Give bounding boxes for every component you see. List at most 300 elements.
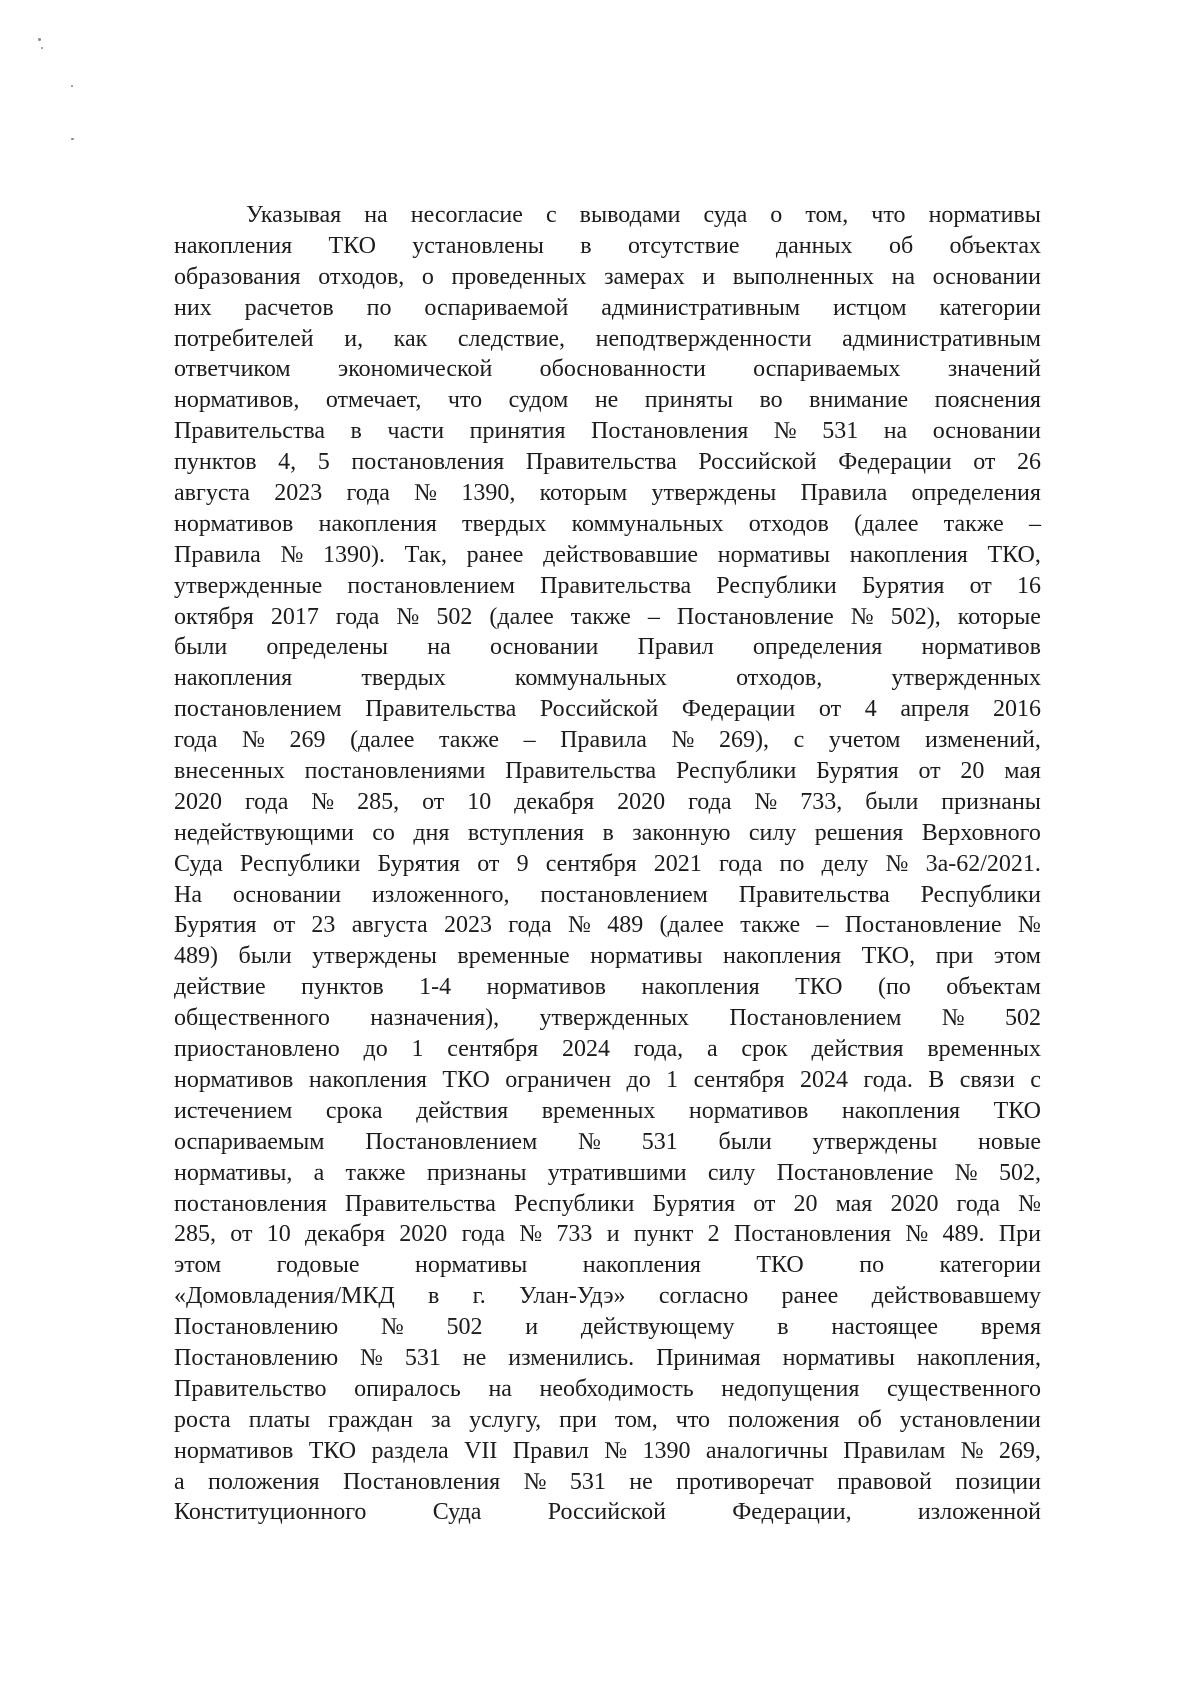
word: Правительства bbox=[365, 696, 517, 723]
word: также bbox=[943, 510, 1004, 537]
word: Российской bbox=[547, 1499, 666, 1526]
word: 531 bbox=[569, 1468, 606, 1495]
word: о bbox=[770, 202, 783, 228]
word: определения bbox=[752, 634, 883, 661]
text-line bbox=[174, 725, 1041, 756]
word: которые bbox=[957, 603, 1041, 630]
word: до bbox=[626, 1066, 651, 1093]
word: 4 bbox=[864, 696, 877, 723]
word: Правительства bbox=[174, 418, 326, 445]
word: ТКО, bbox=[987, 541, 1041, 568]
word: также bbox=[345, 1159, 406, 1186]
word: основании bbox=[232, 881, 342, 908]
word: 9 bbox=[516, 850, 529, 877]
word: Правил bbox=[512, 1437, 589, 1464]
word: общественного bbox=[174, 1005, 330, 1032]
word: утратившими bbox=[547, 1159, 687, 1186]
word: не bbox=[594, 387, 619, 414]
word: твердых bbox=[361, 665, 446, 692]
word: мая bbox=[835, 1190, 873, 1217]
word: признаны bbox=[941, 788, 1041, 815]
word: за bbox=[430, 1406, 452, 1433]
word: Постановление bbox=[676, 603, 834, 630]
word: Правительства bbox=[738, 881, 890, 908]
word: 489 bbox=[607, 912, 644, 939]
word: накопления bbox=[308, 1066, 427, 1093]
word: правовой bbox=[837, 1468, 932, 1495]
word: 10 bbox=[467, 788, 492, 815]
word: мая bbox=[1004, 758, 1041, 785]
text-line bbox=[174, 1065, 1041, 1096]
word: как bbox=[393, 325, 428, 352]
word: от bbox=[230, 1221, 253, 1248]
word: при bbox=[559, 1406, 597, 1433]
word: действовавшие bbox=[543, 541, 699, 568]
word: нормативов bbox=[174, 1066, 294, 1093]
word: сентября bbox=[693, 1066, 785, 1093]
word: нормативы bbox=[928, 202, 1041, 228]
word: VII bbox=[464, 1437, 498, 1464]
word: № bbox=[380, 1314, 404, 1341]
word: действие bbox=[174, 974, 266, 1001]
word: во bbox=[759, 387, 783, 414]
word: № bbox=[954, 1159, 978, 1186]
word: № bbox=[280, 541, 304, 568]
word: (далее bbox=[489, 603, 554, 630]
word: 2024 bbox=[799, 1066, 848, 1093]
word: пунктов bbox=[301, 974, 384, 1001]
text-line bbox=[174, 1034, 1041, 1065]
word: 502), bbox=[890, 603, 941, 630]
word: Указывая bbox=[246, 202, 342, 228]
word: об bbox=[857, 1406, 882, 1433]
word: 2023 bbox=[274, 480, 323, 507]
word: обоснованности bbox=[539, 356, 706, 383]
word: замерах bbox=[604, 263, 685, 290]
text-line bbox=[174, 756, 1041, 787]
word: принятия bbox=[469, 418, 566, 445]
word: Бурятия bbox=[861, 572, 945, 599]
word: годовые bbox=[276, 1252, 360, 1279]
word: сентября bbox=[447, 1036, 539, 1063]
word: делу bbox=[821, 850, 869, 877]
word: 269 bbox=[289, 727, 326, 754]
word: данных bbox=[775, 232, 853, 259]
word: недействующими bbox=[174, 819, 354, 846]
word: № bbox=[1017, 912, 1041, 939]
word: действия bbox=[416, 1097, 509, 1124]
word: постановления bbox=[174, 1190, 327, 1217]
text-line bbox=[174, 972, 1041, 1003]
word: том, bbox=[805, 202, 849, 228]
word: противоречат bbox=[676, 1468, 814, 1495]
word: пунктов bbox=[174, 449, 257, 476]
word: действовавшему bbox=[871, 1283, 1041, 1310]
word: утверждены bbox=[651, 480, 777, 507]
word: накопления, bbox=[916, 1344, 1041, 1371]
text-line bbox=[174, 324, 1041, 355]
word: платы bbox=[248, 1406, 311, 1433]
word: неподтвержденности bbox=[595, 325, 812, 352]
word: 502 bbox=[436, 603, 473, 630]
word: от bbox=[973, 449, 996, 476]
word: изменений, bbox=[925, 727, 1041, 754]
word: № bbox=[242, 727, 265, 754]
word: 2020 bbox=[174, 788, 222, 815]
word: Правилам bbox=[843, 1437, 946, 1464]
word: 5 bbox=[317, 449, 330, 476]
word: (по bbox=[877, 974, 911, 1001]
word: 20 bbox=[793, 1190, 818, 1217]
word: на bbox=[891, 263, 916, 290]
word: не bbox=[462, 1344, 487, 1371]
word: ТКО bbox=[756, 1252, 804, 1279]
word: несогласие bbox=[410, 202, 523, 228]
word: нормативов bbox=[174, 510, 294, 537]
word: Постановлению bbox=[174, 1344, 339, 1371]
text-line bbox=[174, 385, 1041, 416]
word: Республики bbox=[239, 850, 361, 877]
word: нормативы, bbox=[174, 1159, 293, 1186]
word: 502, bbox=[998, 1159, 1041, 1186]
word: о bbox=[421, 263, 434, 290]
text-line bbox=[174, 447, 1041, 478]
word: в bbox=[350, 418, 362, 445]
word: года bbox=[335, 603, 380, 630]
word: постановлением bbox=[540, 881, 708, 908]
word: также bbox=[740, 912, 801, 939]
word: – bbox=[523, 727, 536, 754]
word: признаны bbox=[426, 1159, 527, 1186]
word: 10 bbox=[266, 1221, 291, 1248]
scan-speck bbox=[38, 38, 41, 41]
word: Федерации bbox=[681, 696, 796, 723]
text-line bbox=[174, 632, 1041, 663]
word: нормативов, bbox=[174, 387, 300, 414]
word: Правила bbox=[800, 480, 888, 507]
word: по bbox=[859, 1252, 885, 1279]
word: дня bbox=[413, 819, 450, 846]
word: основании bbox=[490, 634, 599, 661]
word: части bbox=[387, 418, 445, 445]
word: образования bbox=[174, 263, 301, 290]
word: установлены bbox=[412, 232, 544, 259]
word: утвержденные bbox=[174, 572, 323, 599]
word: ТКО bbox=[442, 1066, 490, 1093]
text-line bbox=[174, 1497, 1041, 1528]
word: Постановлением bbox=[365, 1128, 538, 1155]
word: 2020 bbox=[617, 788, 666, 815]
word: нормативы bbox=[414, 1252, 528, 1279]
word: Улан-Удэ» bbox=[519, 1283, 626, 1310]
word: связи bbox=[959, 1066, 1015, 1093]
word: временных bbox=[927, 1036, 1041, 1063]
word: силу bbox=[707, 1159, 756, 1186]
word: от bbox=[969, 572, 992, 599]
scan-speck bbox=[71, 138, 74, 140]
word: № bbox=[567, 912, 591, 939]
text-line bbox=[174, 1374, 1041, 1405]
word: основании bbox=[932, 418, 1041, 445]
word: года bbox=[346, 480, 390, 507]
word: Республики bbox=[514, 1190, 635, 1217]
word: и bbox=[702, 263, 716, 290]
word: № bbox=[519, 1221, 543, 1248]
word: изменились. bbox=[508, 1344, 635, 1371]
text-line bbox=[174, 293, 1041, 324]
word: значений bbox=[947, 356, 1041, 383]
word: в bbox=[580, 232, 592, 259]
word: 23 bbox=[311, 912, 336, 939]
text-line bbox=[174, 416, 1041, 447]
word: оспариваемым bbox=[174, 1128, 325, 1155]
text-line bbox=[174, 602, 1041, 633]
word: временные bbox=[457, 943, 570, 970]
word: нормативы bbox=[590, 943, 703, 970]
word: выводами bbox=[579, 202, 681, 228]
word: отходов bbox=[748, 510, 829, 537]
word: ранее bbox=[466, 541, 524, 568]
word: Правила bbox=[174, 541, 261, 568]
word: истечением bbox=[174, 1097, 293, 1124]
text-line bbox=[174, 540, 1041, 571]
word: нормативов bbox=[174, 1437, 294, 1464]
word: установлении bbox=[899, 1406, 1041, 1433]
word: пояснения bbox=[934, 387, 1041, 414]
word: утверждены bbox=[812, 1128, 938, 1155]
word: а bbox=[174, 1468, 185, 1495]
word: накопления bbox=[318, 510, 437, 537]
word: 2 bbox=[707, 1221, 720, 1248]
word: положения bbox=[208, 1468, 320, 1495]
word: от bbox=[918, 758, 941, 785]
word: в bbox=[602, 819, 614, 846]
word: 26 bbox=[1017, 449, 1041, 476]
word: № bbox=[905, 1221, 929, 1248]
word: № bbox=[604, 1437, 628, 1464]
word: а bbox=[313, 1159, 325, 1186]
word: судом bbox=[508, 387, 569, 414]
word: 1-4 bbox=[419, 974, 452, 1001]
word: ранее bbox=[781, 1283, 839, 1310]
word: от bbox=[753, 1190, 776, 1217]
word: постановлениями bbox=[304, 758, 486, 785]
word: постановлением bbox=[347, 572, 515, 599]
word: № bbox=[523, 1468, 547, 1495]
word: твердых bbox=[461, 510, 547, 537]
word: были bbox=[865, 788, 919, 815]
word: настоящее bbox=[831, 1314, 939, 1341]
word: Бурятия bbox=[174, 912, 257, 939]
word: на bbox=[488, 1375, 512, 1402]
word: 16 bbox=[1016, 572, 1041, 599]
word: (далее bbox=[854, 510, 919, 537]
word: ТКО, bbox=[861, 943, 916, 970]
word: декабря bbox=[514, 788, 595, 815]
word: по bbox=[779, 850, 805, 877]
text-line bbox=[174, 1250, 1041, 1281]
word: 502 bbox=[446, 1314, 483, 1341]
word: На bbox=[174, 881, 202, 908]
word: до bbox=[363, 1036, 388, 1063]
word: также bbox=[439, 727, 500, 754]
document-body bbox=[174, 200, 1041, 1528]
word: и, bbox=[344, 325, 364, 352]
word: Правил bbox=[637, 634, 714, 661]
word: 2021 bbox=[653, 850, 702, 877]
word: Так, bbox=[404, 541, 447, 568]
word: срок bbox=[741, 1036, 788, 1063]
word: накопления bbox=[174, 232, 293, 259]
word: в bbox=[428, 1283, 440, 1310]
text-line bbox=[174, 1189, 1041, 1220]
word: № bbox=[850, 603, 874, 630]
word: нормативы bbox=[782, 1344, 895, 1371]
word: 285, bbox=[174, 1221, 216, 1248]
word: коммунальных bbox=[571, 510, 724, 537]
word: законную bbox=[632, 819, 731, 846]
word: года bbox=[508, 912, 552, 939]
word: 502 bbox=[1004, 1005, 1041, 1032]
word: Правила bbox=[560, 727, 647, 754]
word: накопления bbox=[582, 1252, 701, 1279]
word: потребителей bbox=[174, 325, 314, 352]
word: проведенных bbox=[451, 263, 587, 290]
word: года bbox=[718, 850, 763, 877]
text-line bbox=[174, 880, 1041, 911]
word: на bbox=[427, 634, 451, 661]
word: следствие, bbox=[457, 325, 566, 352]
word: с bbox=[793, 727, 805, 754]
word: № bbox=[671, 727, 695, 754]
word: Федерации bbox=[838, 449, 952, 476]
text-line bbox=[174, 509, 1041, 540]
text-line bbox=[174, 1219, 1041, 1250]
word: определения bbox=[911, 480, 1041, 507]
word: года. bbox=[863, 1066, 913, 1093]
word: 489) bbox=[174, 943, 218, 970]
word: назначения), bbox=[370, 1005, 500, 1032]
word: что bbox=[675, 1406, 711, 1433]
word: накопления bbox=[841, 1097, 961, 1124]
word: не bbox=[629, 1468, 653, 1495]
word: опиралось bbox=[354, 1375, 461, 1402]
word: накопления bbox=[174, 665, 293, 692]
word: аналогичны bbox=[705, 1437, 828, 1464]
word: 4, bbox=[278, 449, 297, 476]
word: нормативов bbox=[486, 974, 607, 1001]
word: категории bbox=[939, 1252, 1041, 1279]
text-line bbox=[174, 1405, 1041, 1436]
word: № bbox=[1018, 1190, 1041, 1217]
word: были bbox=[174, 634, 228, 661]
word: ТКО bbox=[328, 232, 376, 259]
text-line bbox=[174, 200, 1041, 231]
word: отсутствие bbox=[627, 232, 740, 259]
scan-speck bbox=[71, 85, 73, 87]
word: нормативы bbox=[717, 541, 831, 568]
text-line bbox=[174, 1158, 1041, 1189]
word: 3а-62/2021. bbox=[925, 850, 1041, 877]
word: приостановлено bbox=[174, 1036, 340, 1063]
text-line bbox=[174, 663, 1041, 694]
word: силу bbox=[748, 819, 797, 846]
word: 1390, bbox=[461, 480, 516, 507]
word: от bbox=[477, 850, 500, 877]
word: 269), bbox=[719, 727, 770, 754]
text-line bbox=[174, 941, 1041, 972]
word: в bbox=[777, 1314, 789, 1341]
word: апреля bbox=[900, 696, 970, 723]
word: постановлением bbox=[174, 696, 342, 723]
word: года bbox=[956, 1190, 1000, 1217]
word: них bbox=[174, 294, 212, 321]
text-line bbox=[174, 1003, 1041, 1034]
word: Правительства bbox=[505, 758, 657, 785]
word: Верховного bbox=[921, 819, 1041, 846]
word: Постановления bbox=[733, 1221, 892, 1248]
word: г. bbox=[472, 1283, 486, 1310]
word: от bbox=[422, 788, 445, 815]
word: 1390 bbox=[642, 1437, 691, 1464]
word: Бурятия bbox=[652, 1190, 736, 1217]
word: а bbox=[706, 1036, 718, 1063]
word: необходимость bbox=[539, 1375, 694, 1402]
word: основании bbox=[932, 263, 1041, 290]
word: раздела bbox=[371, 1437, 449, 1464]
scan-speck bbox=[41, 47, 43, 49]
word: Принимая bbox=[656, 1344, 761, 1371]
word: Постановление bbox=[776, 1159, 934, 1186]
word: коммунальных bbox=[514, 665, 667, 692]
word: № bbox=[414, 480, 438, 507]
word: при bbox=[935, 943, 974, 970]
word: том, bbox=[614, 1406, 658, 1433]
text-line bbox=[174, 262, 1041, 293]
word: № bbox=[960, 1437, 984, 1464]
word: отходов, bbox=[318, 263, 405, 290]
word: Федерации, bbox=[732, 1499, 852, 1526]
text-line bbox=[174, 571, 1041, 602]
word: от bbox=[818, 696, 842, 723]
word: оспариваемых bbox=[753, 356, 901, 383]
word: внесенных bbox=[174, 758, 285, 785]
word: 531 bbox=[404, 1344, 441, 1371]
word: с bbox=[545, 202, 557, 228]
word: что bbox=[447, 387, 483, 414]
word: которым bbox=[539, 480, 628, 507]
word: сентября bbox=[545, 850, 637, 877]
word: Российской bbox=[698, 449, 817, 476]
word: нормативов bbox=[688, 1097, 809, 1124]
word: изложенной bbox=[917, 1499, 1041, 1526]
word: недопущения bbox=[721, 1375, 860, 1402]
word: августа bbox=[351, 912, 428, 939]
word: № bbox=[396, 603, 420, 630]
word: Постановления bbox=[591, 418, 749, 445]
word: новые bbox=[978, 1128, 1041, 1155]
word: № bbox=[885, 850, 909, 877]
word: – bbox=[647, 603, 660, 630]
word: 489. bbox=[942, 1221, 985, 1248]
word: года bbox=[244, 788, 289, 815]
text-line bbox=[174, 849, 1041, 880]
word: учетом bbox=[828, 727, 901, 754]
word: административным bbox=[842, 325, 1041, 352]
word: административным bbox=[601, 294, 801, 321]
word: № bbox=[754, 788, 778, 815]
word: ограничен bbox=[505, 1066, 612, 1093]
